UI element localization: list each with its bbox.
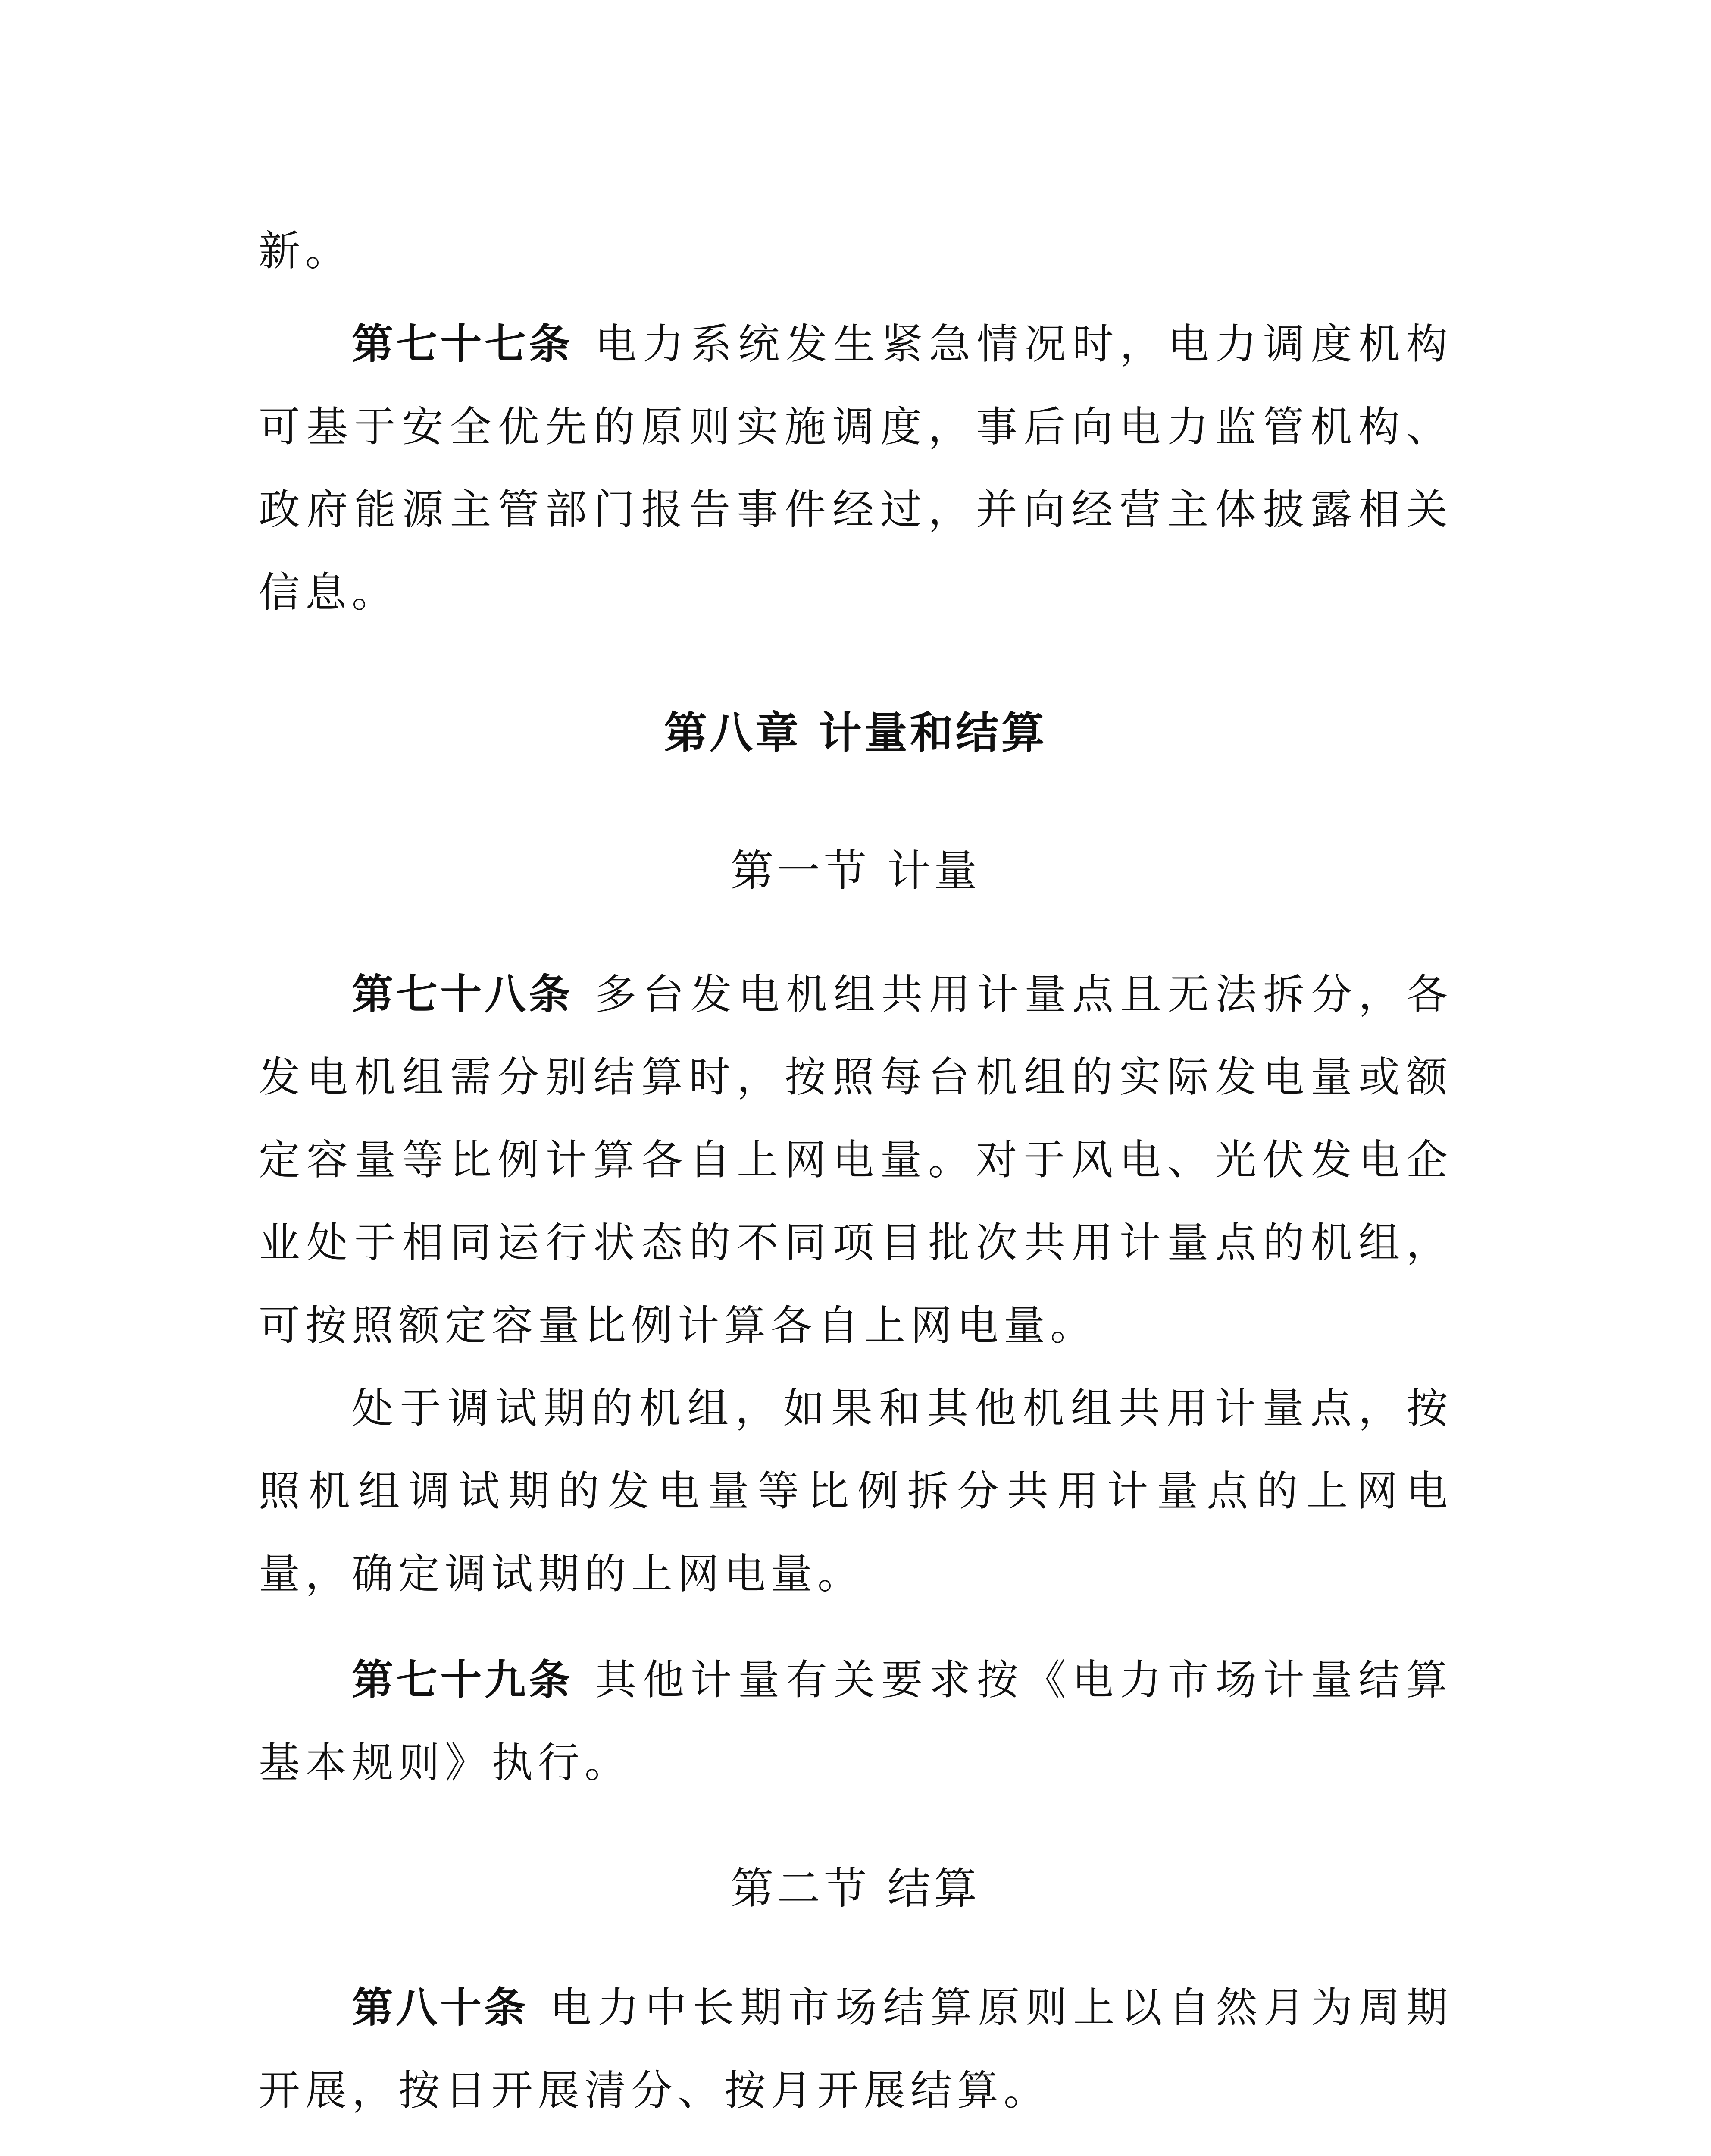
article-80-label: 第八十条 — [352, 1984, 529, 2032]
article-78 — [259, 953, 1453, 1615]
section-1-title: 第一节 计量 — [730, 846, 981, 896]
chapter-title: 第八章 计量和结算 — [664, 708, 1047, 758]
article-78-text: 多台发电机组共用计量点且无法拆分，各发电机组需分别结算时，按照每台机组的实际发电量或额定容量等比例计算各自上网电量。对于风电、光伏发电企业处于相同运行状态的不同项目批次共用计量点的机组，可按照额定容量比例计算各自上网电量。 — [259, 970, 1453, 1350]
section-2-title: 第二节 结算 — [730, 1863, 981, 1914]
article-77-label: 第七十七条 — [352, 320, 573, 368]
article-78-paragraph — [259, 953, 1453, 1367]
article-79-text: 其他计量有关要求按《电力市场计量结算基本规则》执行。 — [259, 1656, 1453, 1787]
article-78-paragraph-2: 处于调试期的机组，如果和其他机组共用计量点，按照机组调试期的发电量等比例拆分共用计量点的上网电量，确定调试期的上网电量。 — [259, 1384, 1453, 1598]
article-77 — [259, 303, 1453, 634]
article-77-text: 电力系统发生紧急情况时，电力调度机构可基于安全优先的原则实施调度，事后向电力监管机构、政府能源主管部门报告事件经过，并向经营主体披露相关信息。 — [259, 320, 1453, 617]
continued-paragraph — [259, 210, 1453, 292]
article-79-label: 第七十九条 — [352, 1656, 573, 1704]
article-80 — [259, 1966, 1453, 2132]
article-80-text: 电力中长期市场结算原则上以自然月为周期开展，按日开展清分、按月开展结算。 — [259, 1984, 1453, 2115]
article-79 — [259, 1639, 1453, 1804]
article-78-label: 第七十八条 — [352, 970, 573, 1018]
article-80-paragraph — [259, 1966, 1453, 2132]
article-77-paragraph — [259, 303, 1453, 634]
article-79-paragraph — [259, 1639, 1453, 1804]
paragraph-fragment: 新。 — [259, 227, 352, 275]
